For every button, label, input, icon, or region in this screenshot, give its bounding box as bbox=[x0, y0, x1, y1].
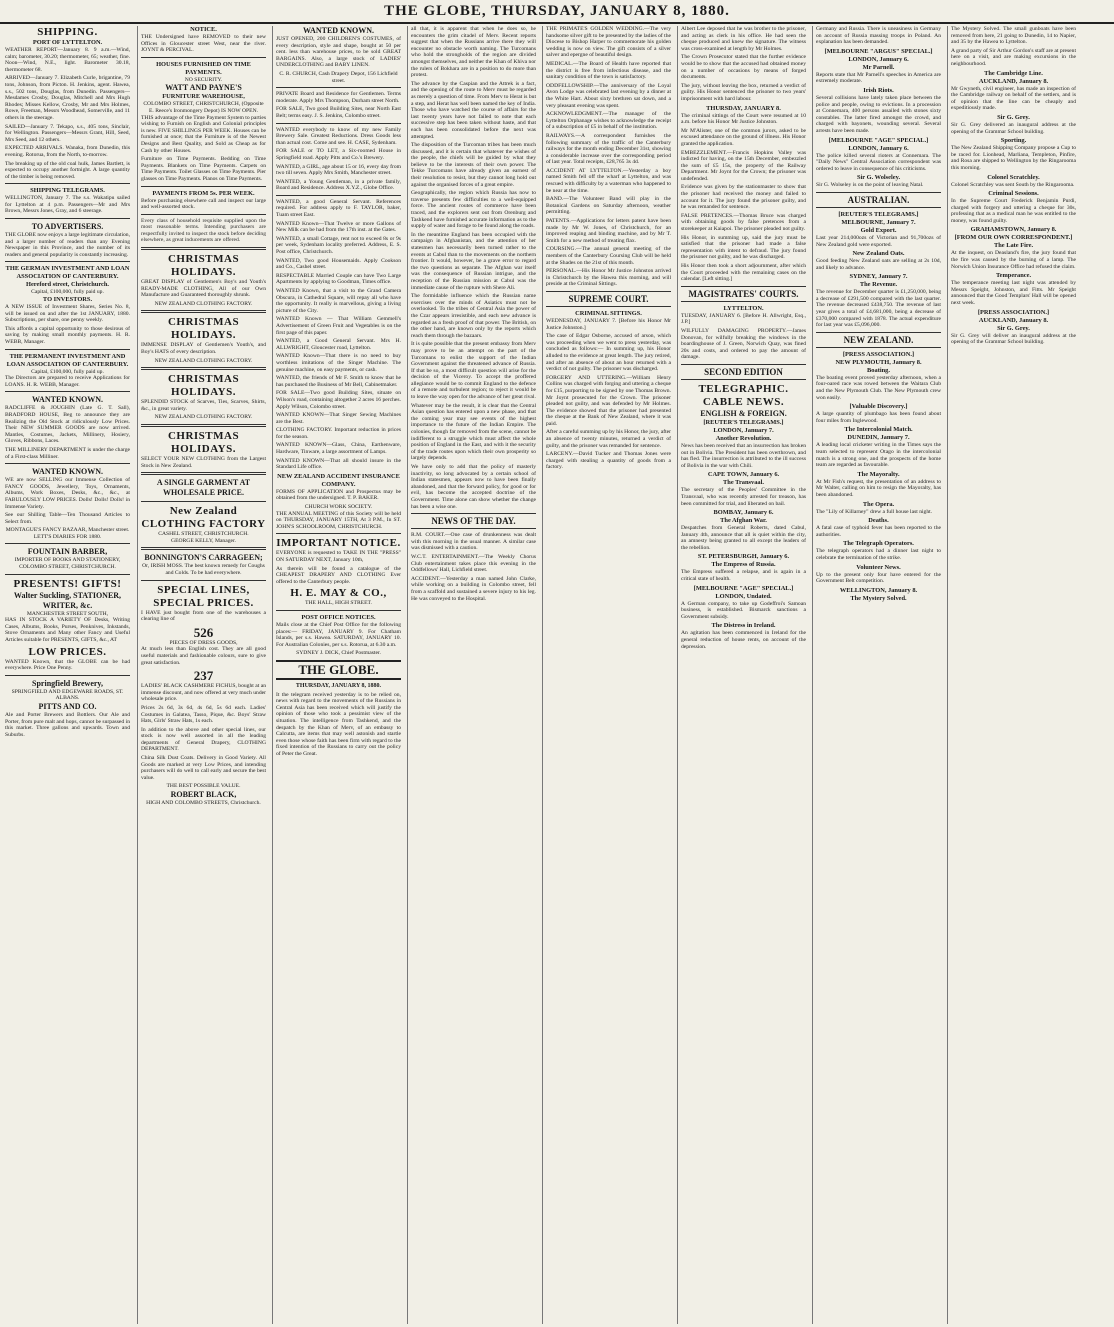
paragraph: JUST OPENED, 200 CHILDREN'S COSTUMES, of every description, style and shape, bought at 50 per cent. less than warehouse prices, to be sold GREAT BARGAINS. Also, a large stock of LADIES' UNDERCLOTHING and BABY LINEN. bbox=[276, 36, 401, 69]
section-label: [MELBOURNE "AGE" SPECIAL.] bbox=[828, 136, 929, 144]
section-label: Sir G. Grey. bbox=[997, 324, 1030, 332]
paragraph: A leading local cricketer writing in the Times says the team selected to represent Otago in the intercolonial match is a strong one, and the prospects of the home team are regarded as favourable. bbox=[816, 442, 941, 469]
centered-line: LETT'S DIARIES FOR 1880. bbox=[33, 533, 102, 540]
centered-line: GEORGE KELLY, Manager. bbox=[171, 537, 236, 544]
section-label: AUCKLAND, January 8. bbox=[978, 77, 1049, 85]
headline: CHRISTMAS HOLIDAYS. bbox=[167, 373, 240, 399]
subheadline: TO ADVERTISERS. bbox=[31, 222, 104, 232]
paragraph: TUESDAY, JANUARY 6. [Before H. Allwright, Esq., J.P.] bbox=[681, 312, 806, 326]
paragraph: COURSING.—The annual general meeting of the members of the Canterbury Coursing Club will be held at the Shades on the 21st of this month. bbox=[546, 246, 671, 266]
section-label: The Opera. bbox=[862, 500, 895, 508]
paragraph: The advance by the Caspian and the Attrek is a fact, and the opening of the route to Merv must be regarded as merely a question of time. From Merv to Herat is but a step, and Herat has well been named the key of India. Those who have watched the course of affairs for the last twenty years have not failed to note that each successive step has been taken without haste, and that each has been consolidated before the next was attempted. bbox=[411, 80, 536, 140]
paragraph: THE PRIMATE'S GOLDEN WEDDING.—The very handsome silver gift to be presented by the ladies of the Diocese to Bishop Harper to commemorate his golden wedding is now on view. The gift consists of a silver salver and epergne of beautiful design. bbox=[546, 26, 671, 59]
paragraph: LADIES' BLACK CASHMERE FICHUS, bought at an immense discount, and now offered at very much under wholesale price. bbox=[141, 683, 266, 703]
centered-line: SPRINGFIELD AND EDGEWARE ROADS, ST. ALBANS. bbox=[11, 688, 124, 702]
column-6 bbox=[677, 26, 809, 1324]
paragraph: WILFULLY DAMAGING PROPERTY.—James Donovan, for wilfully breaking the windows in the boardinghouse of J. Green, Norwich Quay, was fined 20s and costs, and ordered to pay the amount of damage. bbox=[681, 327, 806, 361]
divider bbox=[141, 501, 266, 502]
divider bbox=[5, 391, 130, 392]
headline: PRESENTS! GIFTS! bbox=[13, 577, 122, 590]
paragraph: A NEW ISSUE of Investment Shares, Series No. 8, will be issued on and after the 1st JANUARY, 1880. Subscriptions, per share, one penny weekly. bbox=[5, 304, 130, 324]
paragraph: The temperance meeting last night was attended by Messrs Speight, Johnston, and Fitts. Mr Speight announced that the Good Templars' Hall will be opened next week. bbox=[951, 280, 1076, 307]
subheadline: PITTS AND CO. bbox=[38, 702, 97, 711]
paragraph: W.C.T. ENTERTAINMENT.—The Weekly Chorus Club entertainment takes place this evening in the Oddfellows' Hall, Lichfield street. bbox=[411, 553, 536, 574]
paragraph: His Honor, in summing up, said the jury must be satisfied that the prisoner had made a false representation with intent to defraud. The jury found the prisoner not guilty, and he was discharged. bbox=[681, 234, 806, 261]
paragraph: The Crown Prosecutor stated that the further evidence would be to show that the accused had obtained money on a number of occasions by means of forged documents. bbox=[681, 54, 806, 81]
paragraph: MEDICAL.—The Board of Health have reported that the district is free from infectious disease, and the sanitary condition of the town is satisfactory. bbox=[546, 60, 671, 81]
section-label: [MELBOURNE "AGE" SPECIAL.] bbox=[693, 584, 794, 592]
paragraph: THE GLOBE now enjoys a large legitimate circulation, and a larger number of readers than any Evening Newspaper in this Province, and the number of its readers and general popularity is constantly increasing. bbox=[5, 232, 130, 258]
paragraph: Mr Gwyneth, civil engineer, has made an inspection of the Cambridge railway on behalf of the settlers, and is of opinion that the line can be cheaply and expeditiously made. bbox=[951, 85, 1076, 112]
paragraph: See our Shilling Table—Ten Thousand Articles to Select from. bbox=[5, 512, 130, 525]
section-heading: NEWS OF THE DAY. bbox=[411, 513, 536, 529]
section-label: NEW ZEALAND ACCIDENT INSURANCE COMPANY. bbox=[277, 472, 400, 488]
paragraph: Colonel Scratchley was sent South by the Ringarooma. bbox=[951, 181, 1075, 188]
section-label: The Mayoralty. bbox=[857, 470, 900, 478]
centered-line: Capital, £100,000, fully paid up. bbox=[31, 368, 104, 375]
section-label: GRAHAMSTOWN, January 8. bbox=[970, 226, 1057, 234]
paragraph: The telegraph operators had a dinner last night to celebrate the termination of the strike. bbox=[816, 548, 941, 561]
paragraph: The police killed several rioters at Connemara. The "Daily News" Central Association correspondent was ordered to leave in consequence of his criticisms. bbox=[816, 152, 941, 172]
section-label: LYTTELTON. bbox=[723, 304, 764, 312]
paragraph: WANTED, Two good Housemaids. Apply Cookson and Co., Cashel street. bbox=[276, 257, 401, 271]
subheadline: WANTED KNOWN. bbox=[31, 395, 104, 405]
paragraph: WANTED KNOWN—That all should insure in the Standard Life office. bbox=[276, 457, 401, 471]
section-label: LONDON, Undated. bbox=[715, 592, 772, 600]
section-label: NEW PLYMOUTH, January 8. bbox=[835, 358, 922, 366]
centered-line: COLOMBO STREET, CHRISTCHURCH, (Opposite E. Reece's Ironmongery Depot) IS NOW OPEN. bbox=[143, 101, 264, 114]
paragraph: The jury, without leaving the box, returned a verdict of guilty. His Honor sentenced the prisoner to two years' imprisonment with hard labour. bbox=[681, 82, 806, 102]
subheadline: A SINGLE GARMENT AT WHOLESALE PRICE. bbox=[156, 478, 251, 498]
subheadline: WANTED KNOWN. bbox=[31, 467, 104, 477]
paragraph: A fatal case of typhoid fever has been reported to the authorities. bbox=[816, 525, 941, 538]
paragraph: Ale and Porter Brewers and Bottlers. Our Ale and Porter, from pure malt and hops, cannot be surpassed in this market. Three gallons and upwards. Town and Suburbs. bbox=[5, 712, 130, 738]
paragraph: IMMENSE DISPLAY of Gentlemen's Youth's, and Boy's HATS of every description. bbox=[141, 342, 266, 356]
headline: CLOTHING FACTORY bbox=[141, 518, 266, 531]
paragraph: At much less than English cost. They are all good useful materials and fashionable colours, sure to give great satisfaction. bbox=[141, 646, 266, 666]
section-label: SYDNEY, January 7. bbox=[849, 273, 908, 281]
paragraph: PERSONAL.—His Honor Mr Justice Johnston arrived in Christchurch by the Hawea this morning, and will preside at the Criminal Sittings. bbox=[546, 268, 671, 288]
section-heading: SUPREME COURT. bbox=[546, 291, 671, 307]
paragraph: In the meantime England has been occupied with the campaign in Afghanistan, and the attention of her statesmen has necessarily been turned rather to the events at Cabul than to the movements on the northern frontier. It would, however, be a grave error to regard the two questions as separate. The Afghan war itself was the consequence of Russian intrigue, and the reception of the Russian mission at Cabul was the immediate cause of the rupture with Shere Ali. bbox=[411, 231, 536, 291]
centered-line: HIGH AND COLOMBO STREETS, Christchurch. bbox=[146, 800, 261, 807]
section-label: Boating. bbox=[867, 366, 890, 374]
paragraph: WANTED Known, that the GLOBE can be had everywhere. Price One Penny. bbox=[5, 658, 130, 672]
paragraph: Every class of household requisite supplied upon the most reasonable terms. Intending purchasers are respectfully invited to inspect the stock before deciding elsewhere, as great inducements are offered. bbox=[141, 217, 266, 244]
paragraph: WANTED Known, that a visit to the Grand Camera Obscura, in Cathedral Square, will repay all who have the opportunity. It really is marvellous, giving a living picture of the City. bbox=[276, 288, 401, 314]
divider bbox=[5, 463, 130, 464]
paragraph: WANTED everybody to know of my new Family Brewery Sale. Greatest Reductions. Dress Goods less than actual cost. Come and see. H. CASE, Sydenham. bbox=[276, 126, 401, 146]
column-4 bbox=[407, 26, 539, 1324]
paragraph: In the Supreme Court Frederick Benjamin Purdi, charged with forgery and uttering a cheque for 30s, professing that as a medical man he was entitled to the money, was found guilty. bbox=[951, 198, 1076, 224]
section-label: [REUTER'S TELEGRAMS.] bbox=[703, 418, 784, 426]
paragraph: EMBEZZLEMENT.—Francis Hopkins Valley was indicted for having, on the 15th December, embezzled the sum of £5 15s, the property of the Railway Department. Mr Joynt for the Crown; the prisoner was undefended. bbox=[681, 149, 806, 182]
section-label: The Distress in Ireland. bbox=[711, 622, 776, 630]
masthead-title: THE GLOBE. bbox=[276, 660, 401, 680]
paragraph: Prices 2s 6d, 3s 6d, 4s 6d, 5s 6d each. Ladies' Costumes in Galatea, Tasso, Pique, &c. Boys' Straw Hats, Girls' Straw Hats, 1s each. bbox=[141, 704, 266, 725]
paragraph: Germany and Russia. There is uneasiness in Germany on account of Russia massing troops in Poland. An explanation has been demanded. bbox=[816, 26, 941, 46]
divider bbox=[141, 57, 266, 58]
paragraph: Last year 214,000ozs of Victorian and 91,700ozs of New Zealand gold were exported. bbox=[816, 234, 941, 248]
section-label: The Intercolonial Match. bbox=[844, 426, 913, 434]
section-label: PAYMENTS FROM 5s. PER WEEK. bbox=[152, 189, 255, 197]
paragraph: FORGERY AND UTTERING.—William Henry Collins was charged with forging and uttering a cheque for £15, purporting to be signed by one Thomas Brown. Mr Joynt prosecuted for the Crown. The prisoner pleaded not guilty, and was defended by Mr Holmes. The evidence showed that the prisoner had presented the cheque at the Bank of New Zealand, where it was paid. bbox=[546, 374, 671, 427]
paragraph: A grand party of Sir Arthur Gordon's staff are at present here on a visit, and are making excursions in the neighbourhood. bbox=[951, 47, 1076, 67]
paragraph: Good feeding New Zealand oats are selling at 2s 10d, and likely to advance. bbox=[816, 258, 941, 271]
paragraph: The New Zealand Shipping Company propose a Cup to be raced for. Lionhead, Marliana, Templeton, Pinfire, and Rosa are shipped to Wellington by the Ringarooma this morning. bbox=[951, 145, 1076, 171]
paragraph: BAND.—The Volunteer Band will play in the Botanical Gardens on Saturday afternoon, weather permitting. bbox=[546, 196, 671, 216]
section-heading: SECOND EDITION bbox=[681, 364, 806, 380]
paragraph: After a careful summing up by his Honor, the jury, after an absence of twenty minutes, returned a verdict of guilty, and the prisoner was remanded for sentence. bbox=[546, 429, 671, 449]
headline: CABLE NEWS. bbox=[702, 395, 785, 408]
paragraph: The criminal sittings of the Court were resumed at 10 a.m. before his Honor Mr Justice Johnston. bbox=[681, 112, 806, 126]
column-1 bbox=[2, 26, 133, 1324]
paragraph: As therein will be found a catalogue of the CHEAPEST DRAPERY AND CLOTHING Ever offered to the Canterbury people. bbox=[276, 565, 401, 585]
paragraph: The "Lily of Killarney" drew a full house last night. bbox=[816, 508, 933, 515]
paragraph: FOR SALE—Two good Building Sites, situate on Wilson's road, containing altogether 2 acres 16 perches. Apply Wilson, Colombo street. bbox=[276, 390, 401, 410]
section-label: Sir G. Grey. bbox=[997, 113, 1030, 121]
section-label: DUNEDIN, January 7. bbox=[847, 434, 910, 442]
divider bbox=[276, 87, 401, 88]
section-label: LONDON, January 7. bbox=[713, 426, 774, 434]
paragraph: Sir G. Grey delivered an inaugural address at the opening of the Grammar School building. bbox=[951, 121, 1076, 135]
paragraph: Up to the present only four have entered for the Government Belt competition. bbox=[816, 571, 941, 585]
paragraph: WANTED Known—That Twelve or more Gallons of New Milk can be had from the 17th inst. at the Gates. bbox=[276, 220, 401, 234]
paragraph: Sir G. Grey will deliver an inaugural address at the opening of the Grammar School building. bbox=[951, 332, 1076, 346]
centered-line: THE BEST POSSIBLE VALUE. bbox=[166, 783, 241, 790]
divider bbox=[141, 310, 266, 313]
column-3 bbox=[272, 26, 404, 1324]
section-label: [PRESS ASSOCIATION.] bbox=[977, 308, 1050, 316]
divider bbox=[141, 247, 266, 250]
section-heading: NEW ZEALAND. bbox=[816, 332, 941, 348]
paragraph: WANTED, a GIRL, age about 15 or 16, every day from two till seven. Apply Mrs Smith, Manchester street. bbox=[276, 163, 401, 177]
centered-line: PIECES OF DRESS GOODS, bbox=[169, 639, 238, 646]
paragraph: ACCIDENT.—Yesterday a man named John Clarke, while working on a building in Colombo street, fell from a scaffold and sustained a severe injury to his leg. He was conveyed to the Hospital. bbox=[411, 575, 536, 602]
paragraph: The formidable influence which the Russian name exercises over the minds of Asiatics must not be overlooked. To the tribes of Central Asia the power of the Czar appears irresistible, and each new advance is regarded as a fresh proof of that power. The British, on the other hand, are known only by the reports which reach them through the bazaars. bbox=[411, 293, 536, 339]
centered-line: NO SECURITY. bbox=[184, 76, 223, 83]
divider bbox=[141, 367, 266, 370]
centered-line: THE HALL, HIGH STREET. bbox=[305, 600, 372, 607]
headline: H. E. MAY & CO., bbox=[290, 587, 387, 600]
paragraph: FORMS OF APPLICATION and Prospectus may be obtained from the undersigned. T. P. BAKER. bbox=[276, 488, 401, 502]
paragraph: ACCIDENT AT LYTTELTON.—Yesterday a boy named Smith fell off the wharf at Lyttelton, and was rescued with difficulty by a waterman who happened to be near at the time. bbox=[546, 167, 671, 194]
paragraph: Before purchasing elsewhere call and inspect our large and well-assorted stock. bbox=[141, 197, 266, 211]
section-label: WELLINGTON, January 8. bbox=[839, 586, 918, 594]
paragraph: In addition to the above and other special lines, our stock is now well assorted in all the leading departments of General Drapery, CLOTHING DEPARTMENT. bbox=[141, 726, 266, 753]
paragraph: ACKNOWLEDGMENT.—The manager of the Lyttelton Orphanage wishes to acknowledge the receipt of a subscription of £5 in behalf of the institution. bbox=[546, 111, 671, 131]
paragraph: His Honor then took a short adjournment, after which the Court proceeded with the remaining cases on the calendar. [Left sitting.] bbox=[681, 263, 806, 283]
divider bbox=[5, 261, 130, 262]
paragraph: PRIVATE Board and Residence for Gentlemen. Terms moderate. Apply Mrs Thompson, Durham street North. bbox=[276, 91, 401, 104]
paragraph: Mails close at the Chief Post Office for the following places:— FRIDAY, JANUARY 9. For Chatham Islands, per s.s. Hawea. SATURDAY, JANUARY 10. For Australian Colonies, per s.s. Rotorua, at 6.30 a.m. bbox=[276, 621, 401, 648]
paragraph: R.M. COURT.—One case of drunkenness was dealt with this morning in the usual manner. A similar case was dismissed with a caution. bbox=[411, 532, 536, 552]
headline: SPECIAL LINES, bbox=[157, 583, 250, 596]
paragraph: Furniture on Time Payments. Bedding on Time Payments. Blankets on Time Payments. Carpets on Time Payments. Toilet Glasses on Time Payments. Pier glasses on Time Payments. Pianos on Time Payments. bbox=[141, 156, 266, 182]
centered-line: IMPORTER OF BOOKS AND STATIONERY, COLOMBO STREET, CHRISTCHURCH. bbox=[14, 557, 121, 571]
section-label: The Late Fire. bbox=[993, 242, 1034, 250]
paragraph: The boating event proved yesterday afternoon, when a four-oared race was rowed between the Waitara Club and the New Plymouth Club. The New Plymouth crew won easily. bbox=[816, 374, 941, 401]
section-label: Temperance. bbox=[995, 272, 1032, 280]
section-label: CRIMINAL SITTINGS. bbox=[575, 309, 642, 317]
section-label: The Mystery Solved. bbox=[850, 594, 907, 602]
headline: TELEGRAPHIC. bbox=[698, 382, 789, 395]
divider bbox=[276, 610, 401, 611]
centered-line: C. R. CHURCH, Cash Drapery Depot, 156 Lichfield street. bbox=[279, 70, 398, 84]
paragraph: WANTED, a Good General Servant. Mrs H. ALLWRIGHT, Gloucester road, Lyttelton. bbox=[276, 338, 401, 351]
section-label: [Valuable Discovery.] bbox=[849, 403, 908, 411]
paragraph: HAS IN STOCK A VARIETY OF Desks, Writing Cases, Albums, Books, Purses, Penknives, Inkstands, Stove Ornaments and Many other Fancy and Useful Articles suitable for PRESENTS, GIFTS, &c., AT bbox=[5, 617, 130, 644]
headline: CHRISTMAS HOLIDAYS. bbox=[167, 430, 240, 455]
divider bbox=[5, 183, 130, 184]
paragraph: RAILWAYS.—A correspondent furnishes the following summary of the traffic of the Canterbury railways for the month ending December 31st, showing a considerable increase over the corresponding period of last year. Total receipts, £28,765 3s 4d. bbox=[546, 132, 671, 166]
section-heading: AUSTRALIAN. bbox=[816, 192, 941, 208]
section-label: BOMBAY, January 6. bbox=[713, 509, 774, 517]
section-label: The Afghan War. bbox=[720, 517, 767, 525]
centered-line: NEW ZEALAND CLOTHING FACTORY. bbox=[154, 414, 253, 421]
paragraph: FOR SALE, Two good Building Sites, near North East Belt; terms easy. J. S. Jenkins, Colombo street. bbox=[276, 106, 401, 119]
section-label: New Zealand Oats. bbox=[852, 250, 905, 258]
paragraph: THE MILLINERY DEPARTMENT is under the charge of a First-class Milliner. bbox=[5, 446, 130, 460]
section-label: Gold Export. bbox=[860, 226, 897, 234]
section-label: PORT OF LYTTELTON. bbox=[32, 39, 103, 46]
paragraph: WANTED Known—That there is no need to buy worthless imitations of the Singer Machine. The genuine machine, on easy payments, or cash. bbox=[276, 353, 401, 373]
paragraph: WELLINGTON, January 7. The s.s. Wakatipu sailed for Lyttelton at 4 p.m. Passengers—Mr and Mrs Brown, Messrs Jones, Gray, and 6 steerage. bbox=[5, 195, 130, 215]
paragraph: THE ANNUAL MEETING of this Society will be held on THURSDAY, JANUARY 15TH, At 3 P.M., In ST. JOHN'S SCHOOLROOM, CHRISTCHURCH. bbox=[276, 510, 401, 530]
section-label: ST. PETERSBURGH, January 6. bbox=[697, 553, 790, 561]
paragraph: This affords a capital opportunity to those desirous of saving by making small monthly payments. H. R. WEBB, Manager. bbox=[5, 325, 130, 345]
subheadline: BONNINGTON'S CARRAGEEN; bbox=[144, 553, 263, 563]
centered-line: NEW ZEALAND CLOTHING FACTORY. bbox=[154, 357, 253, 364]
section-label: MELBOURNE, January 7. bbox=[841, 218, 916, 226]
section-label: Volunteer News. bbox=[856, 563, 901, 571]
headline: New Zealand bbox=[169, 505, 238, 518]
centered-line: NEW ZEALAND CLOTHING FACTORY. bbox=[154, 300, 253, 307]
divider bbox=[276, 533, 401, 534]
divider bbox=[141, 580, 266, 581]
paragraph: WANTED KNOWN—That Singer Sewing Machines are the Best. bbox=[276, 412, 401, 425]
paragraph: WANTED, a good General Servant. References required. For address apply to F. TAYLOR, baker, Tuam street East. bbox=[276, 198, 401, 219]
section-label: POST OFFICE NOTICES. bbox=[301, 613, 376, 621]
divider bbox=[141, 472, 266, 475]
headline: SPECIAL PRICES. bbox=[153, 596, 254, 609]
paragraph: The secretary of the Peoples' Committee in the Transvaal, who was recently arrested for treason, has been committed for trial, and liberated on bail. bbox=[681, 487, 806, 507]
paragraph: A German company, to take up Godeffroi's Samoan business, is established. Bismarck sanctions a Government subsidy. bbox=[681, 600, 806, 620]
paragraph: The Mystery Solved. The small gunboats have been removed from here, 21 going to Dunedin, 14 to Napier, and 35 by the Hawea to Lyttelton. bbox=[951, 26, 1076, 46]
headline: CHRISTMAS HOLIDAYS. bbox=[167, 253, 240, 279]
masthead: THE GLOBE, THURSDAY, JANUARY 8, 1880. bbox=[0, 0, 1114, 24]
column-2 bbox=[137, 26, 269, 1324]
column-7 bbox=[812, 26, 944, 1324]
paragraph: THE Undersigned have REMOVED to their new Offices in Gloucester street West, near the river. JOYNT & PERCIVAL. bbox=[141, 34, 266, 54]
section-label: TO INVESTORS. bbox=[42, 296, 93, 304]
divider bbox=[141, 214, 266, 215]
paragraph: I HAVE just bought from one of the warehouses a clearing line of bbox=[141, 609, 266, 623]
paragraph: A large quantity of plumbago has been found about four miles from Inglewood. bbox=[816, 411, 941, 424]
paragraph: Sir G. Wolseley is on the point of leaving Natal. bbox=[816, 182, 924, 189]
centered-line: MANCHESTER STREET SOUTH, bbox=[26, 610, 109, 617]
paragraph: EVERYONE is requested to TAKE IN THE "PRESS" ON SATURDAY NEXT, January 10th, bbox=[276, 550, 401, 563]
divider bbox=[5, 349, 130, 350]
paragraph: China Silk Dust Coats. Delivery in Good Variety. All Goods are marked at very Low Prices, and intending purchasers will do well to call early and secure the best value. bbox=[141, 755, 266, 781]
subheadline: WATT AND PAYNE'S bbox=[165, 83, 242, 93]
figure-number: 526 bbox=[193, 624, 214, 640]
paragraph: SPLENDID STOCK of Scarves, Ties, Scarves, Shirts, &c., in great variety. bbox=[141, 399, 266, 412]
subheadline: Walter Suckling, STATIONER, WRITER, &c. bbox=[13, 590, 122, 610]
section-label: THE GERMAN INVESTMENT AND LOAN ASSOCIATION OF CANTERBURY. Hereford street, Christchurch. bbox=[5, 265, 130, 289]
section-label: [REUTER'S TELEGRAMS.] bbox=[838, 210, 919, 218]
paragraph: The case of Edgar Osborne, accused of arson, which was proceeding when we went to press yesterday, was concluded as follows:— In summing up, his Honor alluded to the evidence at great length. The jury retired, and after an absence of about an hour returned with a verdict of not guilty. The prisoner was discharged. bbox=[546, 333, 671, 373]
centered-line: SYDNEY J. DICK, Chief Postmaster. bbox=[296, 650, 381, 657]
divider bbox=[5, 543, 130, 544]
paragraph: The revenue for December quarter is £1,250,000, being a decrease of £291,500 compared with the last quarter. The revenue decreased £438,750. The revenue of last year gives a total of £4,681,000, being a decrease of £370,000 compared with 1878. The actual expenditure for last year was £5,096,000. bbox=[816, 289, 941, 329]
paragraph: Evidence was given by the stationmaster to show that the prisoner had received the money and failed to account for it. The jury found the prisoner guilty, and he was remanded for sentence. bbox=[681, 184, 806, 211]
paragraph: Albert Lee deposed that he was brother to the prisoner, and acting as clerk in his office. He had seen the cheque produced and knew the signature. The witness was cross-examined at length by Mr Holmes. bbox=[681, 26, 806, 52]
paragraph: SAILED—January 7. Tekapo, s.s., 405 tons, Sinclair, for Wellington. Passengers—Messrs Grant, Hill, Seed, Mrs Seed, and 12 others. bbox=[5, 123, 130, 143]
section-label: The Revenue. bbox=[859, 281, 898, 289]
paragraph: An agitation has been commenced in Ireland for the general reduction of house rents, on account of the depression. bbox=[681, 630, 806, 650]
paragraph: FOR SALE or TO LET, a Six-roomed House in Springfield road. Apply Pitts and Co.'s Brewery. bbox=[276, 148, 401, 161]
paragraph: all that, it is apparent that when he does so, he encounters the grim citadel of Merv. Recent reports suggest that when the Russians arrive there they will encounter no obstacle worth naming. The Turcomans who hold the strongholds of the region are divided amongst themselves, and neither the Khan of Khiva nor the rulers of Bokhara are in a position to do more than protest. bbox=[411, 26, 536, 79]
paragraph: It is quite possible that the present embassy from Merv may prove to be an attempt on the part of the Turcomans to enlist the support of the Indian Government against the threatened advance of Russia. If that be so, a most difficult question will arise for the decision of the Viceroy. To accept the proffered allegiance would be to commit England to the defence of a remote and turbulent region; to reject it would be to leave the way open for the advance of her great rival. bbox=[411, 341, 536, 401]
centered-line: CHURCH WORK SOCIETY. bbox=[304, 504, 373, 511]
paragraph: The Empress suffered a relapse, and is again in a critical state of health. bbox=[681, 569, 806, 583]
paragraph: PATENTS.—Applications for letters patent have been made by Mr W. Jones, of Christchurch, for an improved reaping and binding machine, and by Mr T. Smith for a new method of treating flax. bbox=[546, 218, 671, 244]
column-8 bbox=[947, 26, 1079, 1324]
divider bbox=[141, 424, 266, 427]
section-label: CAPE TOWN, January 6. bbox=[707, 471, 780, 479]
paragraph: FALSE PRETENCES.—Thomas Bruce was charged with obtaining goods by false pretences from a storekeeper at Kaiapoi. The prisoner pleaded not guilty. bbox=[681, 212, 806, 233]
paragraph: SELECT YOUR NEW CLOTHING from the Largest Stock in New Zealand. bbox=[141, 456, 266, 469]
paragraph: Geographically, the region which Russia has now to traverse presents few difficulties to a well-equipped force. The ancient routes of commerce have been traced, and the explorers sent out from Orenburg and Tashkend have furnished accurate information as to the supply of water and forage to be found along the roads. bbox=[411, 190, 536, 230]
subheadline: ENGLISH & FOREIGN. bbox=[700, 408, 787, 418]
paragraph: Reports state that Mr Parnell's speeches in America are extremely moderate. bbox=[816, 71, 941, 85]
paragraph: Whatever may be the result, it is clear that the Central Asian question has entered upon a new phase, and that the coming year may see events of the highest importance to the future of the Indian Empire. The colonies, though far removed from the scene, cannot be indifferent to a struggle which must affect the whole position of England in the East, and with it the security of the trade routes upon which their own prosperity so largely depends. bbox=[411, 402, 536, 462]
divider bbox=[5, 218, 130, 219]
section-label: The Transvaal. bbox=[723, 479, 764, 487]
divider bbox=[141, 547, 266, 550]
paragraph: THIS advantage of the Time Payment System to parties wishing to Furnish on English and Colonial principles is new. FIVE SHILLINGS PER WEEK. Houses can be furnished at once; that the Furniture is of the Newest Designs and Best Quality, and Sold as Cheap as for Cash by other Houses. bbox=[141, 114, 266, 154]
section-label: THE PERMANENT INVESTMENT AND LOAN ASSOCIATION OF CANTERBURY. bbox=[6, 352, 129, 368]
figure-number: 237 bbox=[193, 668, 214, 684]
paragraph: WANTED Known — That William Gemmell's Advertisement of Green Fruit and Vegetables is on the first page of this paper. bbox=[276, 316, 401, 336]
paragraph: At the inquest, on Deasland's fire, the jury found that the fire was caused by the burning of a lamp. The Norwich Union Insurance Office had refused the claim. bbox=[951, 250, 1076, 270]
paragraph: WEATHER REPORT—January 8. 9 a.m.—Wind, calm; barometer, 30.20; thermometer, 65; weather, fine. Noon—Wind, N.E., light. Barometer 30.18, thermometer 68. bbox=[5, 47, 130, 73]
centered-line: MONTAGUE'S FANCY BAZAAR, Manchester street. bbox=[5, 527, 130, 534]
divider bbox=[276, 195, 401, 196]
divider bbox=[5, 574, 130, 575]
paragraph: CLOTHING FACTORY. Important reduction in prices for the season. bbox=[276, 427, 401, 440]
section-label: [FROM OUR OWN CORRESPONDENT.] bbox=[954, 234, 1073, 242]
paragraph: Despatches from General Roberts, dated Cabul, January 4th, announce that all is quiet within the city, an amnesty being granted to all except the leaders of the rebellion. bbox=[681, 525, 806, 551]
paragraph: WEDNESDAY, JANUARY 7. [Before his Honor Mr Justice Johnston.] bbox=[546, 317, 671, 331]
section-label: Mr Parnell. bbox=[862, 63, 895, 71]
section-label: SHIPPING TELEGRAMS. bbox=[30, 187, 105, 195]
section-label: Irish Riots. bbox=[863, 86, 894, 94]
divider bbox=[141, 186, 266, 187]
section-label: HOUSES FURNISHED ON TIME PAYMENTS. bbox=[156, 60, 251, 76]
subheadline: WANTED KNOWN. bbox=[302, 26, 375, 35]
paragraph: The Directors are prepared to receive Applications for LOANS. H. R. WEBB, Manager. bbox=[5, 375, 130, 388]
section-label: Another Revolution. bbox=[715, 434, 772, 442]
paragraph: News has been received that an insurrection has broken out in Bolivia. The President has been overthrown, and has fled. The insurrection is attributed to the ill success of Bolivia in the war with Chili. bbox=[681, 442, 806, 469]
headline: SHIPPING. bbox=[37, 26, 98, 38]
section-label: NOTICE. bbox=[190, 26, 217, 33]
paragraph: EXPECTED ARRIVALS. Wanaka, from Dunedin, this evening. Rotorua, from the North, to-morrow. bbox=[5, 145, 130, 158]
paragraph: WANTED, a Young Gentleman, in a private family, Board and Residence. Address X.Y.Z., Globe Office. bbox=[276, 178, 401, 192]
paragraph: WANTED, a small Cottage, rent not to exceed 8s or 9s per week, Sydenham locality preferred. Address, E. S. Post office, Christchurch. bbox=[276, 235, 401, 256]
paragraph: WANTED, the friends of Mr F. Smith to know that he has purchased the Business of Mr Bell, Cabinetmaker. bbox=[276, 375, 401, 388]
section-label: Deaths. bbox=[868, 517, 889, 525]
section-label: Colonel Scratchley. bbox=[987, 173, 1040, 181]
section-label: THURSDAY, JANUARY 8. bbox=[706, 104, 781, 112]
divider bbox=[5, 675, 130, 676]
paragraph: RESPECTABLE Married Couple can have Two Large Apartments by applying to Goodman, Times office. bbox=[276, 272, 401, 286]
paragraph: RADCLIFFE & JOUGHIN (Late G. T. Sall), BRADFORD HOUSE, Beg to announce they are Realizing the Old Stock at ridiculously Low Prices. Their NEW SUMMER GOODS are now arrived. Mantles, Costumes, Jackets, Millinery, Hosiery, Gloves, Ribbons, Laces. bbox=[5, 405, 130, 445]
paragraph: WE are now SELLING our Immense Collection of FANCY GOODS, Jewellery, Toys, Ornaments, Albums, Work Boxes, Desks, &c., &c., at FABULOUSLY LOW PRICES. Dolls! Dolls! Dolls! in Immense Variety. bbox=[5, 477, 130, 510]
headline: CHRISTMAS HOLIDAYS. bbox=[167, 316, 240, 342]
paragraph: The disposition of the Turcoman tribes has been much discussed, and it is certain that whatever the wishes of the people, the chiefs will be guided by what they believe to be the interests of their own power. The Tekke Turcomans have already given an earnest of their resolution to resist, but they cannot long hold out against the organised forces of a great empire. bbox=[411, 142, 536, 188]
column-5 bbox=[542, 26, 674, 1324]
centered-line: Or, IRISH MOSS. The best known remedy for Coughs and Colds. To be had everywhere. bbox=[142, 563, 265, 576]
section-label: AUCKLAND, January 8. bbox=[978, 316, 1049, 324]
headline: LOW PRICES. bbox=[28, 645, 107, 658]
subheadline: Springfield Brewery, bbox=[32, 678, 103, 688]
paragraph: WANTED KNOWN—Glass, China, Earthenware, Hardware, Tinware, a large assortment of Lamps. bbox=[276, 442, 401, 456]
centered-line: CASHEL STREET, CHRISTCHURCH. bbox=[158, 531, 249, 538]
section-label: Sir G. Wolseley. bbox=[856, 174, 901, 182]
paragraph: Mr M'Alister, one of the common jurors, asked to be excused attendance on the ground of illness. His Honor granted the application. bbox=[681, 127, 806, 147]
paragraph: Several collisions have lately taken place between the police and people, owing to evictions. In a procession at Connemara, 400 persons assailed with stones sixty constables. The latter fired amongst the crowd, and charged with bayonets, wounding several. Several arrests have been made. bbox=[816, 94, 941, 134]
section-label: The Cambridge Line. bbox=[984, 69, 1043, 77]
paragraph: GREAT DISPLAY of Gentlemen's Boy's and Youth's READY-MADE CLOTHING, All of our Own Manufacture and Guaranteed thoroughly shrunk. bbox=[141, 279, 266, 299]
paragraph: ODDFELLOWSHIP.—The anniversary of the Loyal Avon Lodge was celebrated last evening by a dinner at the White Hart. About sixty brethren sat down, and a very pleasant evening was spent. bbox=[546, 82, 671, 109]
section-label: FURNITURE WAREHOUSE, bbox=[162, 93, 245, 101]
section-label: LONDON, January 6. bbox=[848, 144, 909, 152]
paragraph: It the telegram received yesterday is to be relied on, news with regard to the movements of the Russians in Central Asia has been received which will justify the opinion of those who took a pessimist view of the situation. The intelligence from Tashkend, and the despatch by the Khan of Merv, of an embassy to Calcutta, are items that may well astonish and startle even those whose faith has been firm with regard to the fixed intention of the Russians to carry out the policy of Peter the Great. bbox=[276, 691, 401, 757]
subheadline: ROBERT BLACK, bbox=[170, 790, 237, 800]
section-heading: MAGISTRATES' COURTS. bbox=[681, 286, 806, 302]
dateline: THURSDAY, JANUARY 8, 1880. bbox=[295, 682, 382, 689]
section-label: [PRESS ASSOCIATION.] bbox=[842, 350, 915, 358]
divider bbox=[276, 123, 401, 124]
paragraph: The breaking up of the old coal hulk, James Bartlett, is expected to occupy another fortnight. A large quantity of the timber is being removed. bbox=[5, 160, 130, 180]
paragraph: At Mr Fish's request, the presentation of an address to Mr Walter, calling on him to resign the Mayoralty, has been abandoned. bbox=[816, 478, 941, 498]
section-label: Criminal Sessions. bbox=[988, 190, 1039, 198]
subheadline: FOUNTAIN BARBER, bbox=[27, 547, 108, 557]
section-label: LONDON, January 6. bbox=[848, 55, 909, 63]
section-label: [MELBOURNE "ARGUS" SPECIAL.] bbox=[824, 47, 933, 55]
paragraph: ARRIVED—January 7. Elizabeth Curle, brigantine, 79 tons, Johnson, from Picton. H. Jenkins, agent. Hawea, s.s., 502 tons, Douglas, from Dunedin. Passengers—Mesdames Crosby, Douglas, Mitchell and Mrs Hugh Rhodes; Misses Kellow, Crosby, Mr and Mrs Holmes, Rowe, Freeman, Messrs Woodhead, Somerville, and 11 others in the steerage. bbox=[5, 75, 130, 121]
section-label: The Empress of Russia. bbox=[711, 561, 776, 569]
headline: IMPORTANT NOTICE. bbox=[276, 537, 401, 550]
section-label: Sporting. bbox=[1000, 137, 1027, 145]
centered-line: Capital, £100,000, fully paid up. bbox=[31, 289, 104, 296]
paragraph: We have only to add that the policy of masterly inactivity, so long advocated by a certain school of Indian statesmen, appears now to have been finally abandoned, and that the forward policy, for good or for evil, has become the accepted doctrine of the Government. Time alone can show whether the change has been a wise one. bbox=[411, 464, 536, 510]
section-label: The Telegraph Operators. bbox=[843, 540, 914, 548]
paragraph: LARCENY.—David Tucker and Thomas Jones were charged with stealing a quantity of goods from a factory. bbox=[546, 451, 671, 471]
